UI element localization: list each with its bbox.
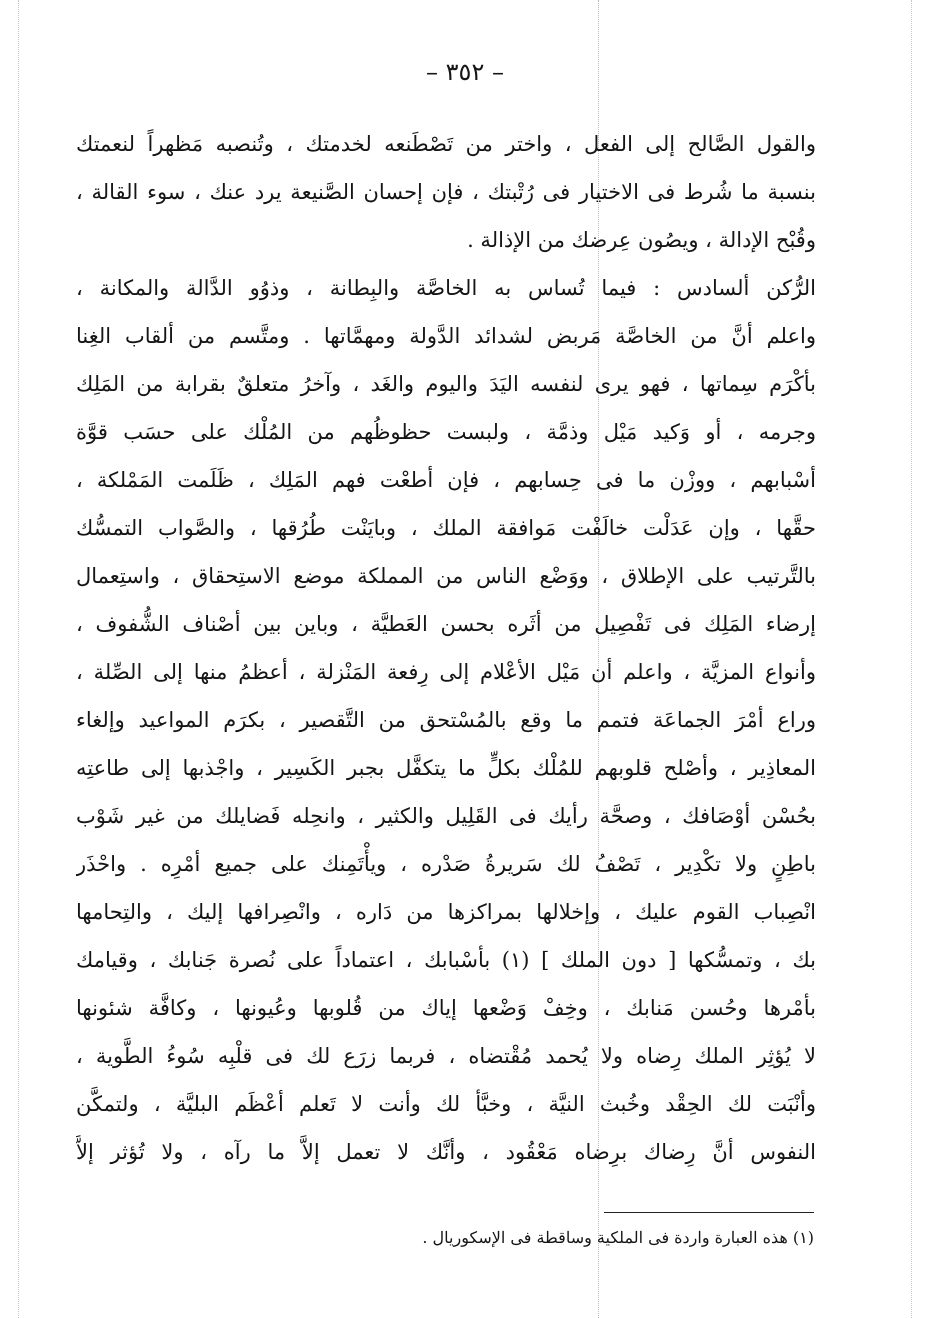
text-line: وجرمه ، أو وَكيد مَيْل وذمَّة ، ولبست حظوظُهم من المُلْك على حسَب قوَّة xyxy=(76,420,816,444)
text-line: وقُبْح الإدالة ، ويصُون عِرضك من الإذالة . xyxy=(467,228,816,252)
text-line: المعاذِير ، وأصْلح قلوبهم للمُلْك بكلٍّ ما يتكفَّل بجبر الكَسِير ، واجْذبها إلى طاعتِه xyxy=(76,756,816,780)
text-line: حقَّها ، وإن عَدَلْت خالَفْت مَوافقة الملك ، وبايَنْت طُرُقها ، والصَّواب التمسُّك xyxy=(76,516,816,540)
text-line: بأكْرَم سِماتها ، فهو يرى لنفسه اليَدَ واليوم والغَد ، وآخرُ متعلقٌ بقرابة من المَلِك xyxy=(76,372,816,396)
text-line: انْصِباب القوم عليك ، وإخلالها بمراكزها من دَاره ، وانْصِرافها إليك ، والتِحامها xyxy=(76,900,816,924)
text-line: وأنْبَت لك الحِقْد وخُبث النيَّة ، وخبَّأ لك وأنت لا تَعلم أعْظَم البليَّة ، ولتمكَّن xyxy=(76,1092,816,1116)
page-edge-right xyxy=(911,0,912,1318)
text-line: وراع أمْرَ الجماعَة فتمم ما وقع بالمُسْتحق من التَّقصير ، بكرَم المواعيد وإلغاء xyxy=(76,708,816,732)
footnote: (١) هذه العبارة واردة فى الملكية وساقطة فى الإسكوريال . xyxy=(422,1228,814,1247)
text-line: بأمْرها وحُسن مَنابك ، وخِفْ وَضْعها إياك من قُلوبها وعُيونها ، وكافَّة شئونها xyxy=(76,996,816,1020)
text-line: باطِنٍ ولا تكْدِير ، تَصْفُ لك سَريرةُ صَدْره ، ويأْتَمِنك على جميع أمْرِه . واحْذَر xyxy=(76,852,816,876)
text-line: واعلم أنَّ من الخاصَّة مَربض لشدائد الدَّولة ومهمَّاتها . ومتَّسم من ألقاب الغِنا xyxy=(76,324,816,348)
text-line: لا يُؤثِر الملك رِضاه ولا يُحمد مُقْتضاه ، فربما زرَع لك فى قلْبِه سُوءُ الطَّوية ، xyxy=(76,1044,816,1068)
footnote-divider xyxy=(604,1212,814,1213)
text-line: بنسبة ما شُرط فى الاختيار فى رُتْبتك ، فإن إحسان الصَّنيعة يرد عنك ، سوء القالة ، xyxy=(76,180,816,204)
text-line: وأنواع المزيَّة ، واعلم أن مَيْل الأعْلام إلى رِفعة المَنْزلة ، أعظمُ منها إلى الصِّلة ، xyxy=(76,660,816,684)
text-line: النفوس أنَّ رِضاك برِضاه مَعْقُود ، وأنَّك لا تعمل إلاَّ ما رآه ، ولا تُؤثر إلاَّ xyxy=(76,1140,816,1164)
text-line: إرضاء المَلِك فى تَفْصِيل من أثَره بحسن العَطيَّة ، وباين بين أصْناف الشُّفوف ، xyxy=(76,612,816,636)
text-line: بالتَّرتيب على الإطلاق ، ووَضْع الناس من المملكة موضع الاستِحقاق ، واستِعمال xyxy=(76,564,816,588)
text-line: الرُّكن ألسادس : فيما تُساس به الخاصَّة والبِطانة ، وذوُو الدَّالة والمكانة ، xyxy=(76,276,816,300)
text-line: بك ، وتمسُّكها [ دون الملك ] (١) بأسْبابك ، اعتماداً على نُصرة جَنابك ، وقيامك xyxy=(76,948,816,972)
text-line: أسْبابهم ، ووزْن ما فى حِسابهم ، فإن أطعْت فهم المَلِك ، ظَلَمت المَمْلكة ، xyxy=(76,468,816,492)
page-number: – ٣٥٢ – xyxy=(426,58,504,86)
text-line: بحُسْن أوْصَافك ، وصحَّة رأيك فى القَلِيل والكثير ، وانحِله فَضايلك من غير شَوْب xyxy=(76,804,816,828)
page-edge-left xyxy=(18,0,19,1318)
text-line: والقول الصَّالح إلى الفعل ، واختر من تَصْطَنعه لخدمتك ، وتُنصبه مَظهراً لنعمتك xyxy=(76,132,816,156)
body-text xyxy=(76,120,816,1176)
